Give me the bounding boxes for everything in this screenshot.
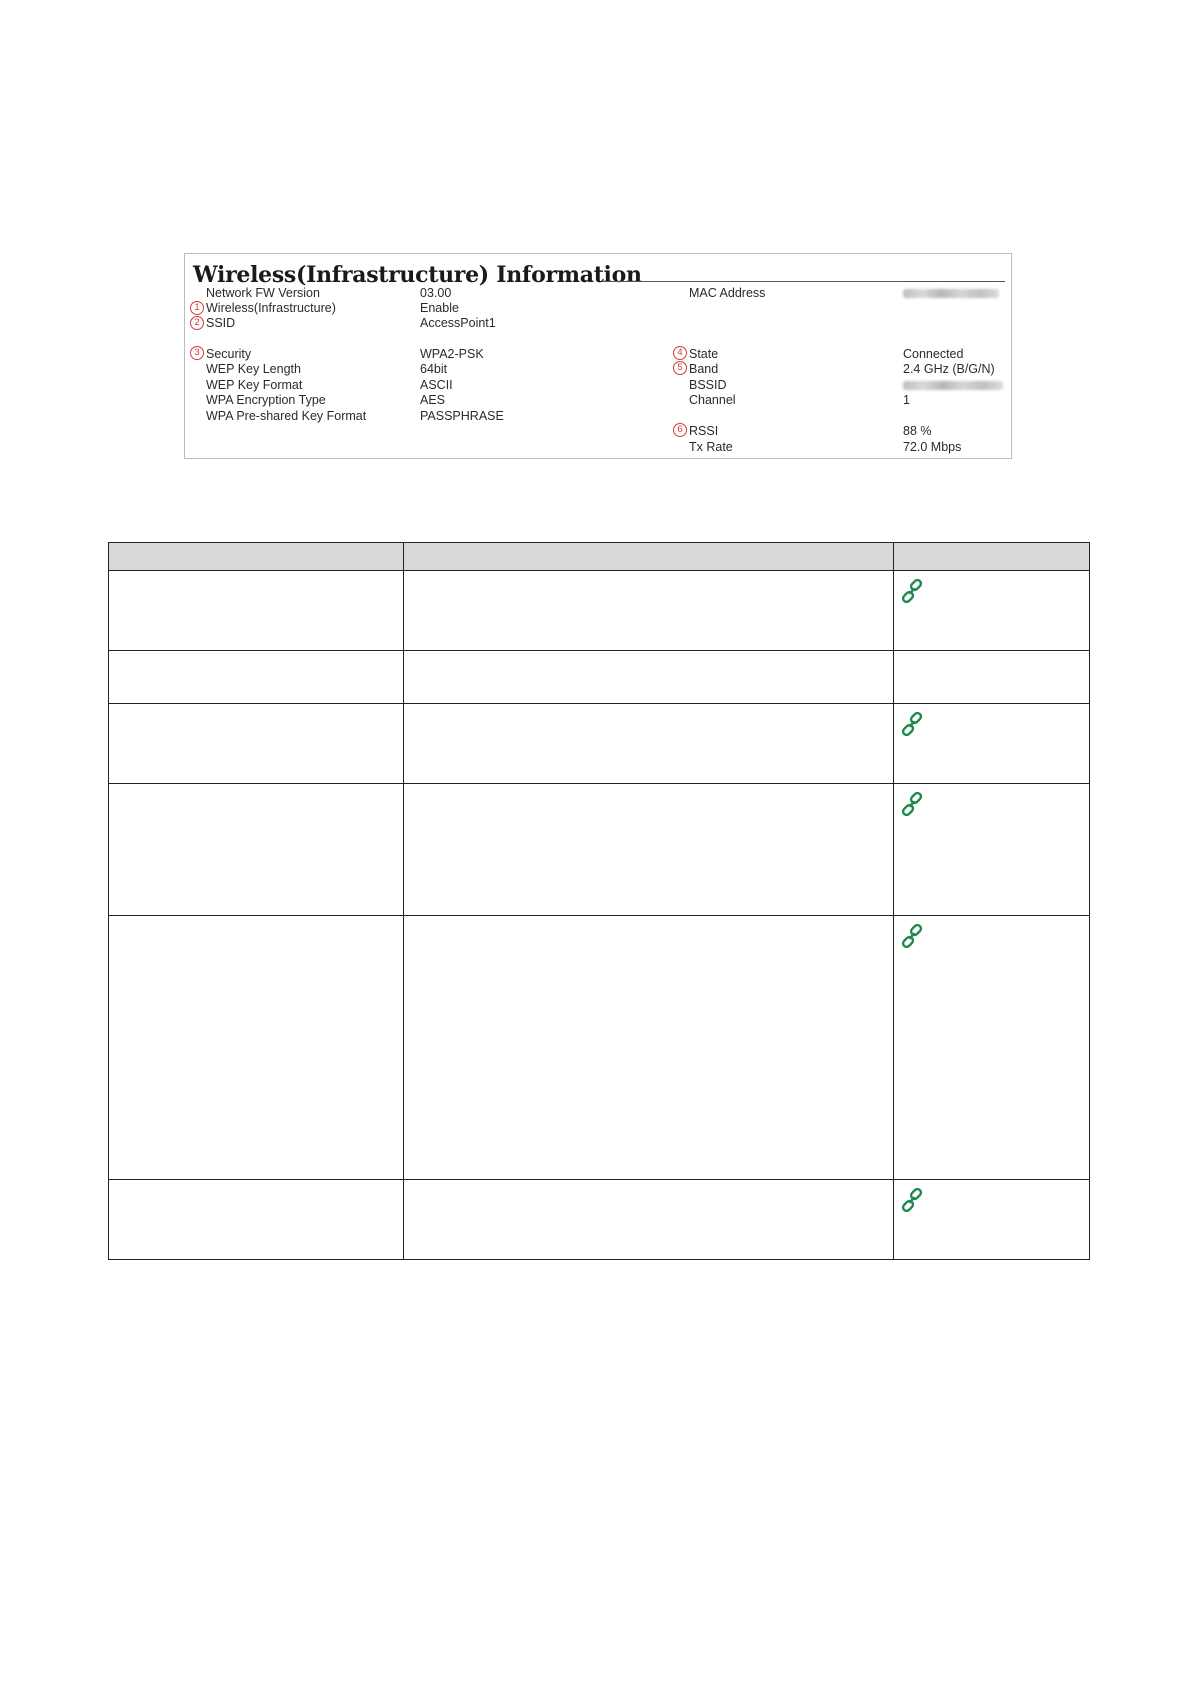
value-band: 2.4 GHz (B/G/N) bbox=[903, 362, 995, 376]
row-description-cell bbox=[404, 784, 894, 916]
label-mac-address: MAC Address bbox=[689, 286, 766, 300]
row-description-cell bbox=[404, 651, 894, 704]
title-rule bbox=[603, 281, 1005, 282]
marker-3: 3 bbox=[190, 346, 204, 360]
row-description-cell bbox=[404, 1180, 894, 1260]
marker-1: 1 bbox=[190, 301, 204, 315]
row-description-cell bbox=[404, 571, 894, 651]
header-cell-item bbox=[109, 543, 404, 571]
table-row bbox=[109, 651, 1090, 704]
table-row bbox=[109, 784, 1090, 916]
value-wep-key-format: ASCII bbox=[420, 378, 453, 392]
row-reference-cell bbox=[894, 571, 1090, 651]
marker-6: 6 bbox=[673, 423, 687, 437]
value-network-fw-version: 03.00 bbox=[420, 286, 452, 300]
blurred-bssid bbox=[903, 381, 1003, 390]
label-wpa-encryption-type: WPA Encryption Type bbox=[206, 393, 326, 407]
row-reference-cell bbox=[894, 651, 1090, 704]
marker-2: 2 bbox=[190, 316, 204, 330]
chain-link-icon[interactable] bbox=[900, 712, 924, 736]
explanation-table bbox=[108, 542, 1090, 1260]
blurred-mac-address bbox=[903, 289, 999, 298]
row-reference-cell bbox=[894, 916, 1090, 1180]
label-wireless-infrastructure: Wireless(Infrastructure) bbox=[206, 301, 336, 315]
row-description-cell bbox=[404, 916, 894, 1180]
row-item-cell bbox=[109, 784, 404, 916]
chain-link-icon[interactable] bbox=[900, 792, 924, 816]
row-item-cell bbox=[109, 916, 404, 1180]
chain-link-icon[interactable] bbox=[900, 1188, 924, 1212]
value-tx-rate: 72.0 Mbps bbox=[903, 440, 962, 454]
row-item-cell bbox=[109, 571, 404, 651]
value-channel: 1 bbox=[903, 393, 910, 407]
value-ssid: AccessPoint1 bbox=[420, 316, 496, 330]
marker-4: 4 bbox=[673, 346, 687, 360]
row-item-cell bbox=[109, 704, 404, 784]
report-title: Wireless(Infrastructure) Information bbox=[193, 262, 642, 288]
wireless-info-report bbox=[184, 253, 1012, 459]
row-item-cell bbox=[109, 651, 404, 704]
label-ssid: SSID bbox=[206, 316, 236, 330]
label-tx-rate: Tx Rate bbox=[689, 440, 733, 454]
marker-5: 5 bbox=[673, 361, 687, 375]
label-state: State bbox=[689, 347, 719, 361]
header-cell-reference bbox=[894, 543, 1090, 571]
table-row bbox=[109, 916, 1090, 1180]
value-wpa-psk-format: PASSPHRASE bbox=[420, 409, 504, 423]
label-network-fw-version: Network FW Version bbox=[206, 286, 320, 300]
value-wireless-infrastructure: Enable bbox=[420, 301, 459, 315]
label-wep-key-length: WEP Key Length bbox=[206, 362, 301, 376]
value-wep-key-length: 64bit bbox=[420, 362, 448, 376]
label-rssi: RSSI bbox=[689, 424, 719, 438]
label-channel: Channel bbox=[689, 393, 736, 407]
row-reference-cell bbox=[894, 1180, 1090, 1260]
label-wpa-psk-format: WPA Pre-shared Key Format bbox=[206, 409, 367, 423]
value-wpa-encryption-type: AES bbox=[420, 393, 446, 407]
row-description-cell bbox=[404, 704, 894, 784]
row-reference-cell bbox=[894, 784, 1090, 916]
row-reference-cell bbox=[894, 704, 1090, 784]
label-wep-key-format: WEP Key Format bbox=[206, 378, 303, 392]
chain-link-icon[interactable] bbox=[900, 924, 924, 948]
row-item-cell bbox=[109, 1180, 404, 1260]
value-rssi: 88 % bbox=[903, 424, 932, 438]
label-security: Security bbox=[206, 347, 252, 361]
label-band: Band bbox=[689, 362, 719, 376]
table-row bbox=[109, 704, 1090, 784]
value-security: WPA2-PSK bbox=[420, 347, 484, 361]
table-row bbox=[109, 1180, 1090, 1260]
table-header-row bbox=[109, 543, 1090, 571]
header-cell-description bbox=[404, 543, 894, 571]
value-state: Connected bbox=[903, 347, 964, 361]
table-row bbox=[109, 571, 1090, 651]
label-bssid: BSSID bbox=[689, 378, 727, 392]
chain-link-icon[interactable] bbox=[900, 579, 924, 603]
